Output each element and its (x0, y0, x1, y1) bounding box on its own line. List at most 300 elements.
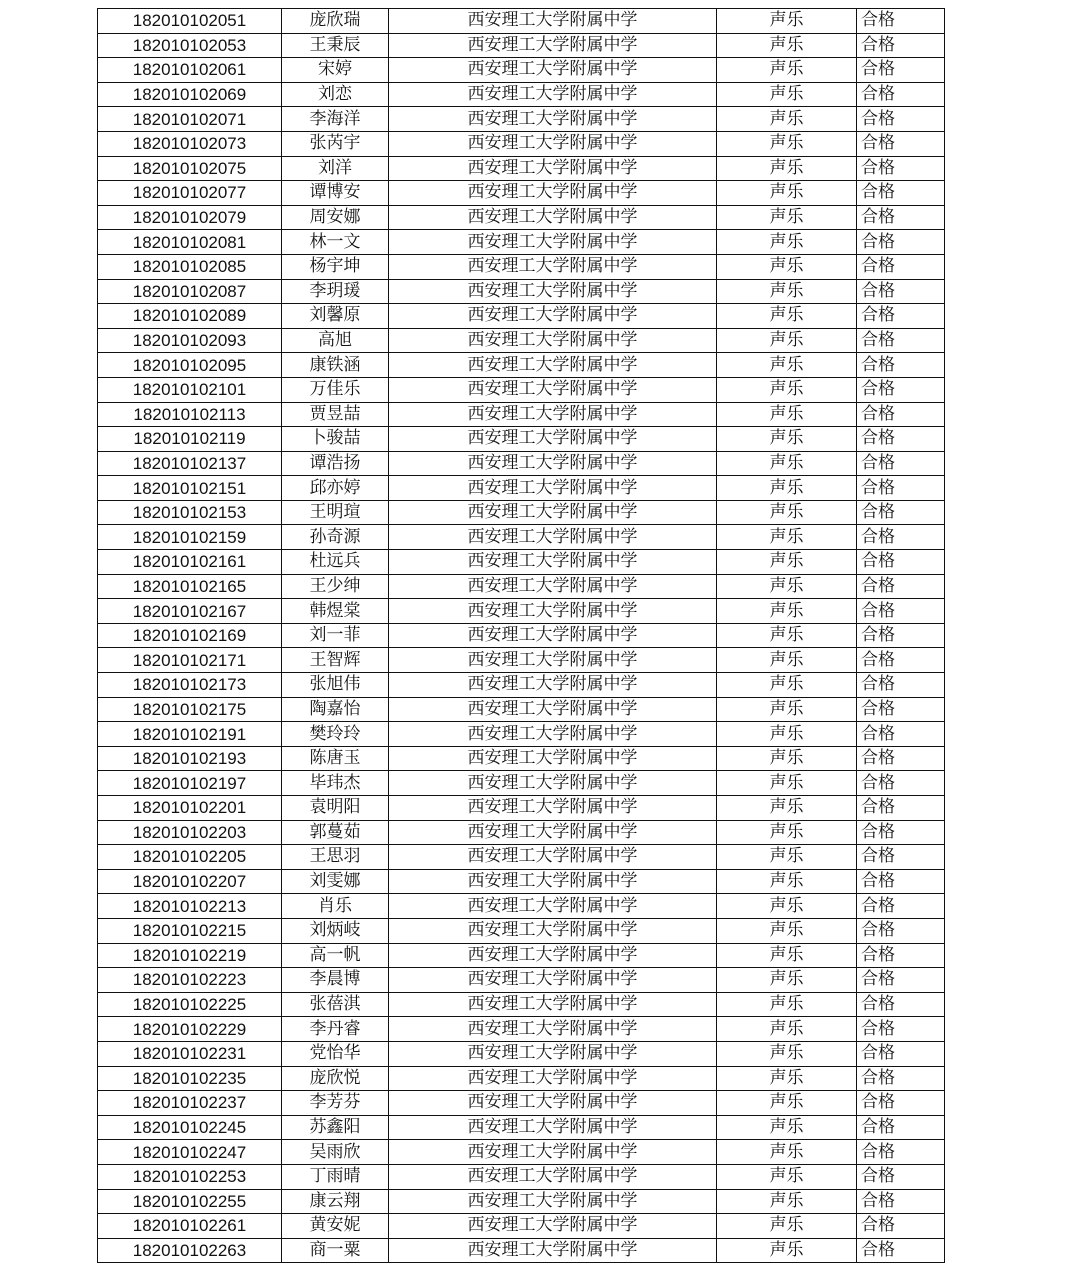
table-row (98, 771, 945, 796)
school-cell: 西安理工大学附属中学 (389, 1115, 717, 1140)
results-table (97, 8, 945, 1263)
result-cell: 合格 (857, 1214, 945, 1239)
candidate-id-cell: 182010102175 (98, 697, 282, 722)
major-cell: 声乐 (717, 131, 857, 156)
student-name-cell: 杨宇坤 (282, 254, 389, 279)
student-name-cell: 苏鑫阳 (282, 1115, 389, 1140)
school-cell: 西安理工大学附属中学 (389, 33, 717, 58)
result-cell: 合格 (857, 722, 945, 747)
school-cell: 西安理工大学附属中学 (389, 1238, 717, 1263)
candidate-id-cell: 182010102215 (98, 918, 282, 943)
school-cell: 西安理工大学附属中学 (389, 1041, 717, 1066)
major-cell: 声乐 (717, 107, 857, 132)
student-name-cell: 王少绅 (282, 574, 389, 599)
table-row (98, 500, 945, 525)
student-name-cell: 樊玲玲 (282, 722, 389, 747)
candidate-id-cell: 182010102053 (98, 33, 282, 58)
result-cell: 合格 (857, 402, 945, 427)
major-cell: 声乐 (717, 869, 857, 894)
school-cell: 西安理工大学附属中学 (389, 673, 717, 698)
student-name-cell: 高一帆 (282, 943, 389, 968)
student-name-cell: 庞欣瑞 (282, 9, 389, 34)
school-cell: 西安理工大学附属中学 (389, 254, 717, 279)
result-cell: 合格 (857, 181, 945, 206)
candidate-id-cell: 182010102235 (98, 1066, 282, 1091)
major-cell: 声乐 (717, 1017, 857, 1042)
result-cell: 合格 (857, 451, 945, 476)
table-row (98, 1164, 945, 1189)
student-name-cell: 肖乐 (282, 894, 389, 919)
school-cell: 西安理工大学附属中学 (389, 353, 717, 378)
school-cell: 西安理工大学附属中学 (389, 181, 717, 206)
major-cell: 声乐 (717, 230, 857, 255)
student-name-cell: 邱亦婷 (282, 476, 389, 501)
major-cell: 声乐 (717, 205, 857, 230)
table-row (98, 525, 945, 550)
table-row (98, 992, 945, 1017)
result-cell: 合格 (857, 894, 945, 919)
table-row (98, 574, 945, 599)
candidate-id-cell: 182010102165 (98, 574, 282, 599)
major-cell: 声乐 (717, 820, 857, 845)
student-name-cell: 张旭伟 (282, 673, 389, 698)
major-cell: 声乐 (717, 746, 857, 771)
candidate-id-cell: 182010102213 (98, 894, 282, 919)
student-name-cell: 卜骏喆 (282, 427, 389, 452)
student-name-cell: 宋婷 (282, 58, 389, 83)
school-cell: 西安理工大学附属中学 (389, 599, 717, 624)
student-name-cell: 陶嘉怡 (282, 697, 389, 722)
student-name-cell: 黄安妮 (282, 1214, 389, 1239)
candidate-id-cell: 182010102229 (98, 1017, 282, 1042)
major-cell: 声乐 (717, 476, 857, 501)
candidate-id-cell: 182010102247 (98, 1140, 282, 1165)
candidate-id-cell: 182010102071 (98, 107, 282, 132)
student-name-cell: 张蓓淇 (282, 992, 389, 1017)
candidate-id-cell: 182010102101 (98, 377, 282, 402)
school-cell: 西安理工大学附属中学 (389, 304, 717, 329)
candidate-id-cell: 182010102169 (98, 623, 282, 648)
school-cell: 西安理工大学附属中学 (389, 648, 717, 673)
major-cell: 声乐 (717, 33, 857, 58)
student-name-cell: 王智辉 (282, 648, 389, 673)
major-cell: 声乐 (717, 771, 857, 796)
major-cell: 声乐 (717, 943, 857, 968)
candidate-id-cell: 182010102051 (98, 9, 282, 34)
major-cell: 声乐 (717, 1066, 857, 1091)
school-cell: 西安理工大学附属中学 (389, 943, 717, 968)
student-name-cell: 王秉辰 (282, 33, 389, 58)
result-cell: 合格 (857, 1140, 945, 1165)
table-row (98, 328, 945, 353)
major-cell: 声乐 (717, 648, 857, 673)
table-row (98, 845, 945, 870)
candidate-id-cell: 182010102203 (98, 820, 282, 845)
table-row (98, 279, 945, 304)
major-cell: 声乐 (717, 1189, 857, 1214)
school-cell: 西安理工大学附属中学 (389, 205, 717, 230)
major-cell: 声乐 (717, 156, 857, 181)
table-row (98, 894, 945, 919)
school-cell: 西安理工大学附属中学 (389, 82, 717, 107)
table-row (98, 131, 945, 156)
school-cell: 西安理工大学附属中学 (389, 746, 717, 771)
school-cell: 西安理工大学附属中学 (389, 771, 717, 796)
major-cell: 声乐 (717, 1115, 857, 1140)
table-row (98, 402, 945, 427)
student-name-cell: 刘恋 (282, 82, 389, 107)
candidate-id-cell: 182010102207 (98, 869, 282, 894)
student-name-cell: 毕玮杰 (282, 771, 389, 796)
table-row (98, 33, 945, 58)
result-cell: 合格 (857, 1238, 945, 1263)
student-name-cell: 李海洋 (282, 107, 389, 132)
result-cell: 合格 (857, 599, 945, 624)
result-cell: 合格 (857, 1041, 945, 1066)
candidate-id-cell: 182010102225 (98, 992, 282, 1017)
school-cell: 西安理工大学附属中学 (389, 574, 717, 599)
result-cell: 合格 (857, 697, 945, 722)
table-row (98, 697, 945, 722)
candidate-id-cell: 182010102191 (98, 722, 282, 747)
major-cell: 声乐 (717, 58, 857, 83)
student-name-cell: 谭博安 (282, 181, 389, 206)
table-row (98, 918, 945, 943)
result-cell: 合格 (857, 1066, 945, 1091)
student-name-cell: 吴雨欣 (282, 1140, 389, 1165)
table-row (98, 820, 945, 845)
result-cell: 合格 (857, 623, 945, 648)
major-cell: 声乐 (717, 402, 857, 427)
table-row (98, 599, 945, 624)
results-table-body (98, 9, 945, 1263)
school-cell: 西安理工大学附属中学 (389, 796, 717, 821)
school-cell: 西安理工大学附属中学 (389, 1189, 717, 1214)
major-cell: 声乐 (717, 599, 857, 624)
table-row (98, 254, 945, 279)
student-name-cell: 王思羽 (282, 845, 389, 870)
candidate-id-cell: 182010102153 (98, 500, 282, 525)
school-cell: 西安理工大学附属中学 (389, 1091, 717, 1116)
candidate-id-cell: 182010102255 (98, 1189, 282, 1214)
result-cell: 合格 (857, 820, 945, 845)
table-row (98, 1041, 945, 1066)
major-cell: 声乐 (717, 722, 857, 747)
candidate-id-cell: 182010102223 (98, 968, 282, 993)
student-name-cell: 贾昱喆 (282, 402, 389, 427)
table-row (98, 181, 945, 206)
candidate-id-cell: 182010102081 (98, 230, 282, 255)
school-cell: 西安理工大学附属中学 (389, 820, 717, 845)
table-row (98, 1189, 945, 1214)
candidate-id-cell: 182010102073 (98, 131, 282, 156)
table-row (98, 1091, 945, 1116)
result-cell: 合格 (857, 82, 945, 107)
school-cell: 西安理工大学附属中学 (389, 451, 717, 476)
candidate-id-cell: 182010102151 (98, 476, 282, 501)
table-row (98, 722, 945, 747)
major-cell: 声乐 (717, 181, 857, 206)
major-cell: 声乐 (717, 254, 857, 279)
candidate-id-cell: 182010102237 (98, 1091, 282, 1116)
result-cell: 合格 (857, 992, 945, 1017)
result-cell: 合格 (857, 943, 945, 968)
school-cell: 西安理工大学附属中学 (389, 156, 717, 181)
major-cell: 声乐 (717, 328, 857, 353)
school-cell: 西安理工大学附属中学 (389, 697, 717, 722)
result-cell: 合格 (857, 1017, 945, 1042)
candidate-id-cell: 182010102069 (98, 82, 282, 107)
table-row (98, 230, 945, 255)
candidate-id-cell: 182010102061 (98, 58, 282, 83)
table-row (98, 1115, 945, 1140)
major-cell: 声乐 (717, 550, 857, 575)
student-name-cell: 刘馨原 (282, 304, 389, 329)
major-cell: 声乐 (717, 796, 857, 821)
candidate-id-cell: 182010102205 (98, 845, 282, 870)
table-row (98, 9, 945, 34)
student-name-cell: 高旭 (282, 328, 389, 353)
major-cell: 声乐 (717, 82, 857, 107)
major-cell: 声乐 (717, 918, 857, 943)
result-cell: 合格 (857, 1091, 945, 1116)
table-row (98, 1214, 945, 1239)
result-cell: 合格 (857, 230, 945, 255)
student-name-cell: 万佳乐 (282, 377, 389, 402)
school-cell: 西安理工大学附属中学 (389, 845, 717, 870)
student-name-cell: 李晨博 (282, 968, 389, 993)
school-cell: 西安理工大学附属中学 (389, 107, 717, 132)
student-name-cell: 康铁涵 (282, 353, 389, 378)
major-cell: 声乐 (717, 894, 857, 919)
school-cell: 西安理工大学附属中学 (389, 328, 717, 353)
result-cell: 合格 (857, 9, 945, 34)
student-name-cell: 袁明阳 (282, 796, 389, 821)
table-row (98, 353, 945, 378)
candidate-id-cell: 182010102119 (98, 427, 282, 452)
result-cell: 合格 (857, 574, 945, 599)
candidate-id-cell: 182010102261 (98, 1214, 282, 1239)
student-name-cell: 林一文 (282, 230, 389, 255)
school-cell: 西安理工大学附属中学 (389, 9, 717, 34)
major-cell: 声乐 (717, 377, 857, 402)
student-name-cell: 李芳芬 (282, 1091, 389, 1116)
school-cell: 西安理工大学附属中学 (389, 1214, 717, 1239)
result-cell: 合格 (857, 845, 945, 870)
candidate-id-cell: 182010102137 (98, 451, 282, 476)
student-name-cell: 张芮宇 (282, 131, 389, 156)
student-name-cell: 康云翔 (282, 1189, 389, 1214)
student-name-cell: 刘一菲 (282, 623, 389, 648)
candidate-id-cell: 182010102171 (98, 648, 282, 673)
candidate-id-cell: 182010102161 (98, 550, 282, 575)
school-cell: 西安理工大学附属中学 (389, 427, 717, 452)
table-row (98, 82, 945, 107)
school-cell: 西安理工大学附属中学 (389, 58, 717, 83)
result-cell: 合格 (857, 427, 945, 452)
major-cell: 声乐 (717, 427, 857, 452)
candidate-id-cell: 182010102219 (98, 943, 282, 968)
candidate-id-cell: 182010102079 (98, 205, 282, 230)
result-cell: 合格 (857, 771, 945, 796)
table-row (98, 1017, 945, 1042)
candidate-id-cell: 182010102087 (98, 279, 282, 304)
candidate-id-cell: 182010102159 (98, 525, 282, 550)
result-cell: 合格 (857, 279, 945, 304)
major-cell: 声乐 (717, 525, 857, 550)
student-name-cell: 周安娜 (282, 205, 389, 230)
candidate-id-cell: 182010102263 (98, 1238, 282, 1263)
result-cell: 合格 (857, 205, 945, 230)
school-cell: 西安理工大学附属中学 (389, 525, 717, 550)
school-cell: 西安理工大学附属中学 (389, 894, 717, 919)
school-cell: 西安理工大学附属中学 (389, 1017, 717, 1042)
table-row (98, 58, 945, 83)
result-cell: 合格 (857, 968, 945, 993)
major-cell: 声乐 (717, 1214, 857, 1239)
table-row (98, 623, 945, 648)
result-cell: 合格 (857, 869, 945, 894)
table-row (98, 943, 945, 968)
student-name-cell: 郭蔓茹 (282, 820, 389, 845)
candidate-id-cell: 182010102173 (98, 673, 282, 698)
table-row (98, 1066, 945, 1091)
result-cell: 合格 (857, 648, 945, 673)
student-name-cell: 孙奇源 (282, 525, 389, 550)
student-name-cell: 王明瑄 (282, 500, 389, 525)
result-cell: 合格 (857, 525, 945, 550)
candidate-id-cell: 182010102197 (98, 771, 282, 796)
student-name-cell: 韩煜棠 (282, 599, 389, 624)
student-name-cell: 李玥瑗 (282, 279, 389, 304)
student-name-cell: 刘炳岐 (282, 918, 389, 943)
candidate-id-cell: 182010102085 (98, 254, 282, 279)
school-cell: 西安理工大学附属中学 (389, 968, 717, 993)
student-name-cell: 李丹睿 (282, 1017, 389, 1042)
major-cell: 声乐 (717, 1164, 857, 1189)
student-name-cell: 陈唐玉 (282, 746, 389, 771)
major-cell: 声乐 (717, 697, 857, 722)
major-cell: 声乐 (717, 623, 857, 648)
candidate-id-cell: 182010102095 (98, 353, 282, 378)
school-cell: 西安理工大学附属中学 (389, 402, 717, 427)
result-cell: 合格 (857, 58, 945, 83)
result-cell: 合格 (857, 377, 945, 402)
school-cell: 西安理工大学附属中学 (389, 623, 717, 648)
result-cell: 合格 (857, 328, 945, 353)
result-cell: 合格 (857, 1115, 945, 1140)
result-cell: 合格 (857, 353, 945, 378)
school-cell: 西安理工大学附属中学 (389, 230, 717, 255)
table-row (98, 205, 945, 230)
table-row (98, 156, 945, 181)
candidate-id-cell: 182010102201 (98, 796, 282, 821)
candidate-id-cell: 182010102075 (98, 156, 282, 181)
major-cell: 声乐 (717, 9, 857, 34)
candidate-id-cell: 182010102167 (98, 599, 282, 624)
major-cell: 声乐 (717, 1041, 857, 1066)
school-cell: 西安理工大学附属中学 (389, 1066, 717, 1091)
table-row (98, 304, 945, 329)
major-cell: 声乐 (717, 304, 857, 329)
result-cell: 合格 (857, 746, 945, 771)
major-cell: 声乐 (717, 279, 857, 304)
student-name-cell: 刘洋 (282, 156, 389, 181)
result-cell: 合格 (857, 156, 945, 181)
result-cell: 合格 (857, 107, 945, 132)
result-cell: 合格 (857, 304, 945, 329)
major-cell: 声乐 (717, 1140, 857, 1165)
student-name-cell: 党怡华 (282, 1041, 389, 1066)
school-cell: 西安理工大学附属中学 (389, 1164, 717, 1189)
major-cell: 声乐 (717, 451, 857, 476)
major-cell: 声乐 (717, 574, 857, 599)
table-row (98, 673, 945, 698)
table-row (98, 476, 945, 501)
school-cell: 西安理工大学附属中学 (389, 500, 717, 525)
result-cell: 合格 (857, 918, 945, 943)
school-cell: 西安理工大学附属中学 (389, 992, 717, 1017)
school-cell: 西安理工大学附属中学 (389, 1140, 717, 1165)
candidate-id-cell: 182010102253 (98, 1164, 282, 1189)
result-cell: 合格 (857, 796, 945, 821)
table-row (98, 1238, 945, 1263)
school-cell: 西安理工大学附属中学 (389, 869, 717, 894)
school-cell: 西安理工大学附属中学 (389, 476, 717, 501)
table-row (98, 648, 945, 673)
student-name-cell: 杜远兵 (282, 550, 389, 575)
school-cell: 西安理工大学附属中学 (389, 279, 717, 304)
table-row (98, 550, 945, 575)
major-cell: 声乐 (717, 353, 857, 378)
table-row (98, 746, 945, 771)
candidate-id-cell: 182010102077 (98, 181, 282, 206)
result-cell: 合格 (857, 33, 945, 58)
table-row (98, 869, 945, 894)
student-name-cell: 谭浩扬 (282, 451, 389, 476)
student-name-cell: 庞欣悦 (282, 1066, 389, 1091)
school-cell: 西安理工大学附属中学 (389, 722, 717, 747)
result-cell: 合格 (857, 673, 945, 698)
student-name-cell: 刘雯娜 (282, 869, 389, 894)
major-cell: 声乐 (717, 968, 857, 993)
school-cell: 西安理工大学附属中学 (389, 377, 717, 402)
result-cell: 合格 (857, 1164, 945, 1189)
result-cell: 合格 (857, 550, 945, 575)
major-cell: 声乐 (717, 1238, 857, 1263)
school-cell: 西安理工大学附属中学 (389, 131, 717, 156)
result-cell: 合格 (857, 500, 945, 525)
candidate-id-cell: 182010102093 (98, 328, 282, 353)
school-cell: 西安理工大学附属中学 (389, 550, 717, 575)
major-cell: 声乐 (717, 992, 857, 1017)
table-row (98, 451, 945, 476)
student-name-cell: 商一粟 (282, 1238, 389, 1263)
table-row (98, 107, 945, 132)
candidate-id-cell: 182010102113 (98, 402, 282, 427)
result-cell: 合格 (857, 131, 945, 156)
candidate-id-cell: 182010102245 (98, 1115, 282, 1140)
result-cell: 合格 (857, 1189, 945, 1214)
result-cell: 合格 (857, 254, 945, 279)
result-cell: 合格 (857, 476, 945, 501)
candidate-id-cell: 182010102231 (98, 1041, 282, 1066)
candidate-id-cell: 182010102193 (98, 746, 282, 771)
major-cell: 声乐 (717, 673, 857, 698)
candidate-id-cell: 182010102089 (98, 304, 282, 329)
table-row (98, 427, 945, 452)
table-row (98, 1140, 945, 1165)
